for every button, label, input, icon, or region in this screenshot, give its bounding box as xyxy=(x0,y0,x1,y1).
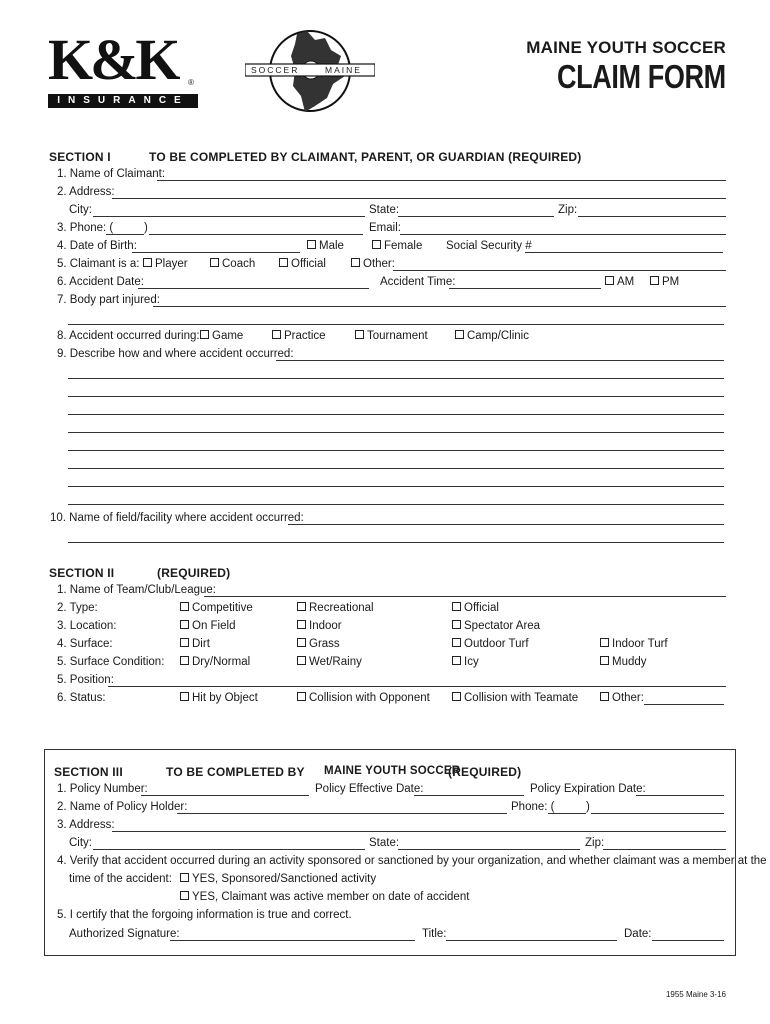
dry-label: Dry/Normal xyxy=(192,656,251,668)
wet-checkbox[interactable] xyxy=(297,656,306,665)
s1-field-label: 10. Name of field/facility where accident occurred: xyxy=(50,512,304,524)
s2-muddy-option[interactable] xyxy=(600,656,647,668)
section3-box xyxy=(44,749,736,956)
s1-player-option[interactable] xyxy=(143,258,188,270)
s1-dob-field[interactable] xyxy=(132,252,300,253)
other-checkbox[interactable] xyxy=(351,258,360,267)
s3-state-label: State: xyxy=(369,837,400,849)
official-type-checkbox[interactable] xyxy=(452,602,461,611)
outdoor-turf-checkbox[interactable] xyxy=(452,638,461,647)
other-label: Other: xyxy=(363,258,395,270)
s3-phone-label: Phone: ( xyxy=(511,801,555,813)
s2-grass-option[interactable] xyxy=(297,638,340,650)
section3-heading-c: (REQUIRED) xyxy=(448,765,522,779)
s2-icy-option[interactable] xyxy=(452,656,479,668)
s1-describe-label: 9. Describe how and where accident occurred: xyxy=(57,348,294,360)
practice-checkbox[interactable] xyxy=(272,330,281,339)
s3-signature-field[interactable] xyxy=(170,940,415,941)
s1-other-option[interactable] xyxy=(351,258,395,270)
s3-holder-field[interactable] xyxy=(177,813,507,814)
s1-describe-line-8[interactable] xyxy=(68,486,724,487)
s1-pm-option[interactable] xyxy=(650,276,679,288)
section3-label: SECTION III xyxy=(54,765,123,779)
camp-label: Camp/Clinic xyxy=(467,330,529,342)
s1-tournament-option[interactable] xyxy=(355,330,428,342)
dirt-label: Dirt xyxy=(192,638,210,650)
s1-coach-option[interactable] xyxy=(210,258,255,270)
s1-zip-field[interactable] xyxy=(578,216,726,217)
s3-state-field[interactable] xyxy=(398,849,580,850)
status-other-checkbox[interactable] xyxy=(600,692,609,701)
hit-label: Hit by Object xyxy=(192,692,258,704)
s3-title-label: Title: xyxy=(422,928,447,940)
s3-city-field[interactable] xyxy=(93,849,365,850)
s2-outdoor-turf-option[interactable] xyxy=(452,638,529,650)
s3-address-field[interactable] xyxy=(112,831,726,832)
official-type-label: Official xyxy=(464,602,499,614)
player-label: Player xyxy=(155,258,188,270)
s2-spectator-option[interactable] xyxy=(452,620,540,632)
s1-describe-line-5[interactable] xyxy=(68,432,724,433)
s1-body-part-field-2[interactable] xyxy=(68,324,724,325)
s2-competitive-option[interactable] xyxy=(180,602,253,614)
s1-female-option[interactable] xyxy=(372,240,422,252)
s3-policy-number-field[interactable] xyxy=(141,795,309,796)
competitive-checkbox[interactable] xyxy=(180,602,189,611)
s1-email-label: Email: xyxy=(369,222,401,234)
section2-heading: (REQUIRED) xyxy=(157,566,231,580)
s2-official-option[interactable] xyxy=(452,602,499,614)
onfield-label: On Field xyxy=(192,620,236,632)
s3-phone-paren: ) xyxy=(586,801,590,813)
s1-body-part-label: 7. Body part injured: xyxy=(57,294,160,306)
s2-other-field[interactable] xyxy=(644,704,724,705)
s1-other-field[interactable] xyxy=(393,270,726,271)
soccer-logo-left-text: SOCCER xyxy=(251,65,300,75)
s1-phone-area-field[interactable] xyxy=(106,234,144,235)
collision-opponent-label: Collision with Opponent xyxy=(309,692,430,704)
s2-collision-opponent-option[interactable] xyxy=(297,692,430,704)
s1-accident-time-field[interactable] xyxy=(449,288,601,289)
collision-teammate-label: Collision with Teamate xyxy=(464,692,579,704)
s3-expiration-label: Policy Expiration Date: xyxy=(530,783,646,795)
s1-state-field[interactable] xyxy=(398,216,554,217)
s1-describe-line-7[interactable] xyxy=(68,468,724,469)
section3-heading-b: MAINE YOUTH SOCCER xyxy=(324,765,461,777)
recreational-checkbox[interactable] xyxy=(297,602,306,611)
kk-logo-text: K&K xyxy=(48,27,178,92)
s2-onfield-option[interactable] xyxy=(180,620,235,632)
s2-team-field[interactable] xyxy=(204,596,726,597)
female-label: Female xyxy=(384,240,423,252)
s1-occurred-label: 8. Accident occurred during: xyxy=(57,330,200,342)
s3-phone-area-field[interactable] xyxy=(548,813,586,814)
outdoor-turf-label: Outdoor Turf xyxy=(464,638,529,650)
s1-ssn-field[interactable] xyxy=(525,252,723,253)
recreational-label: Recreational xyxy=(309,602,374,614)
s3-phone-field[interactable] xyxy=(591,813,724,814)
s1-describe-field[interactable] xyxy=(276,360,724,361)
s1-dob-label: 4. Date of Birth: xyxy=(57,240,137,252)
s3-city-label: City: xyxy=(69,837,92,849)
competitive-label: Competitive xyxy=(192,602,253,614)
section2-label: SECTION II xyxy=(49,566,115,580)
spectator-label: Spectator Area xyxy=(464,620,541,632)
s3-verify-text: 4. Verify that accident occurred during an activity sponsored or sanctioned by your organization, and whether claimant was a member at the xyxy=(57,855,767,867)
status-other-label: Other: xyxy=(612,692,644,704)
s2-dirt-option[interactable] xyxy=(180,638,210,650)
spectator-checkbox[interactable] xyxy=(452,620,461,629)
s1-game-option[interactable] xyxy=(200,330,243,342)
grass-checkbox[interactable] xyxy=(297,638,306,647)
s1-describe-line-2[interactable] xyxy=(68,378,724,379)
yes-member-label: YES, Claimant was active member on date of accident xyxy=(192,891,470,903)
s1-field-field[interactable] xyxy=(288,524,724,525)
s2-location-label: 3. Location: xyxy=(57,620,117,632)
s1-ssn-label: Social Security # xyxy=(446,240,532,252)
soccer-maine-logo xyxy=(245,26,375,116)
s3-certify-text: 5. I certify that the forgoing information is true and correct. xyxy=(57,909,352,921)
s2-condition-label: 5. Surface Condition: xyxy=(57,656,165,668)
onfield-checkbox[interactable] xyxy=(180,620,189,629)
title-line1: MAINE YOUTH SOCCER xyxy=(526,38,726,57)
s2-position-label: 5. Position: xyxy=(57,674,114,686)
s2-position-field[interactable] xyxy=(108,686,726,687)
section3-heading-a: TO BE COMPLETED BY xyxy=(166,765,305,779)
muddy-checkbox[interactable] xyxy=(600,656,609,665)
soccer-logo-right-text: MAINE xyxy=(325,65,362,75)
s3-yes1-option[interactable] xyxy=(180,873,376,885)
s1-phone-paren: ) xyxy=(144,222,148,234)
collision-teammate-checkbox[interactable] xyxy=(452,692,461,701)
game-checkbox[interactable] xyxy=(200,330,209,339)
s1-body-part-field[interactable] xyxy=(153,306,726,307)
s3-zip-field[interactable] xyxy=(603,849,726,850)
s1-describe-line-9[interactable] xyxy=(68,504,724,505)
indoor-turf-checkbox[interactable] xyxy=(600,638,609,647)
s1-accident-date-field[interactable] xyxy=(138,288,369,289)
s2-wet-option[interactable] xyxy=(297,656,362,668)
s1-address-label: 2. Address: xyxy=(57,186,115,198)
camp-checkbox[interactable] xyxy=(455,330,464,339)
s1-camp-option[interactable] xyxy=(455,330,529,342)
s3-effective-field[interactable] xyxy=(414,795,524,796)
collision-opponent-checkbox[interactable] xyxy=(297,692,306,701)
s2-type-label: 2. Type: xyxy=(57,602,98,614)
s1-city-label: City: xyxy=(69,204,92,216)
s3-effective-label: Policy Effective Date: xyxy=(315,783,424,795)
pm-label: PM xyxy=(662,276,680,288)
muddy-label: Muddy xyxy=(612,656,647,668)
s2-indoor-turf-option[interactable] xyxy=(600,638,668,650)
s2-status-label: 6. Status: xyxy=(57,692,106,704)
game-label: Game xyxy=(212,330,244,342)
male-checkbox[interactable] xyxy=(307,240,316,249)
s1-describe-line-6[interactable] xyxy=(68,450,724,451)
s3-date-field[interactable] xyxy=(652,940,724,941)
s1-phone-label: 3. Phone: ( xyxy=(57,222,114,234)
indoor-label: Indoor xyxy=(309,620,342,632)
indoor-turf-label: Indoor Turf xyxy=(612,638,668,650)
s1-describe-line-3[interactable] xyxy=(68,396,724,397)
official-label: Official xyxy=(291,258,326,270)
s3-verify-text-2: time of the accident: xyxy=(69,873,172,885)
s1-practice-option[interactable] xyxy=(272,330,326,342)
s1-state-label: State: xyxy=(369,204,400,216)
kk-logo-reg: ® xyxy=(188,78,194,87)
s2-recreational-option[interactable] xyxy=(297,602,374,614)
s1-address-field[interactable] xyxy=(112,198,726,199)
official-checkbox[interactable] xyxy=(279,258,288,267)
player-checkbox[interactable] xyxy=(143,258,152,267)
s2-indoor-option[interactable] xyxy=(297,620,342,632)
s3-signature-label: Authorized Signature: xyxy=(69,928,180,940)
male-label: Male xyxy=(319,240,344,252)
s2-team-label: 1. Name of Team/Club/League: xyxy=(57,584,216,596)
s2-surface-label: 4. Surface: xyxy=(57,638,113,650)
icy-checkbox[interactable] xyxy=(452,656,461,665)
coach-checkbox[interactable] xyxy=(210,258,219,267)
s1-claimant-label: 5. Claimant is a: xyxy=(57,258,140,270)
s1-male-option[interactable] xyxy=(307,240,344,252)
section1-heading: TO BE COMPLETED BY CLAIMANT, PARENT, OR GUARDIAN (REQUIRED) xyxy=(149,150,582,164)
s3-yes2-option[interactable] xyxy=(180,891,469,903)
icy-label: Icy xyxy=(464,656,479,668)
s3-zip-label: Zip: xyxy=(585,837,605,849)
s2-other-option[interactable] xyxy=(600,692,644,704)
grass-label: Grass xyxy=(309,638,340,650)
yes-member-checkbox[interactable] xyxy=(180,891,189,900)
s1-accident-date-label: 6. Accident Date: xyxy=(57,276,144,288)
s1-city-field[interactable] xyxy=(93,216,365,217)
female-checkbox[interactable] xyxy=(372,240,381,249)
s3-title-field[interactable] xyxy=(446,940,617,941)
kk-insurance-logo xyxy=(48,27,198,108)
s3-address-label: 3. Address: xyxy=(57,819,115,831)
yes-sponsored-checkbox[interactable] xyxy=(180,873,189,882)
s2-dry-option[interactable] xyxy=(180,656,250,668)
dry-checkbox[interactable] xyxy=(180,656,189,665)
am-label: AM xyxy=(617,276,635,288)
section1-label: SECTION I xyxy=(49,150,111,164)
s3-date-label: Date: xyxy=(624,928,652,940)
s1-name-field[interactable] xyxy=(157,180,726,181)
s1-official-option[interactable] xyxy=(279,258,326,270)
s1-accident-time-label: Accident Time: xyxy=(380,276,456,288)
title-line2: CLAIM FORM xyxy=(557,58,726,95)
dirt-checkbox[interactable] xyxy=(180,638,189,647)
kk-logo-sub: INSURANCE xyxy=(48,94,198,108)
yes-sponsored-label: YES, Sponsored/Sanctioned activity xyxy=(192,873,377,885)
s3-holder-label: 2. Name of Policy Holder: xyxy=(57,801,188,813)
s1-email-field[interactable] xyxy=(400,234,726,235)
coach-label: Coach xyxy=(222,258,256,270)
am-checkbox[interactable] xyxy=(605,276,614,285)
tournament-checkbox[interactable] xyxy=(355,330,364,339)
s3-policy-number-label: 1. Policy Number: xyxy=(57,783,148,795)
s1-phone-field[interactable] xyxy=(149,234,363,235)
form-code: 1955 Maine 3-16 xyxy=(665,990,726,999)
tournament-label: Tournament xyxy=(367,330,428,342)
s1-name-label: 1. Name of Claimant: xyxy=(57,168,166,180)
s1-describe-line-4[interactable] xyxy=(68,414,724,415)
s1-am-option[interactable] xyxy=(605,276,634,288)
s1-zip-label: Zip: xyxy=(558,204,578,216)
s2-hit-option[interactable] xyxy=(180,692,258,704)
hit-checkbox[interactable] xyxy=(180,692,189,701)
indoor-checkbox[interactable] xyxy=(297,620,306,629)
s3-expiration-field[interactable] xyxy=(636,795,724,796)
s1-field-line-2[interactable] xyxy=(68,542,724,543)
pm-checkbox[interactable] xyxy=(650,276,659,285)
practice-label: Practice xyxy=(284,330,326,342)
wet-label: Wet/Rainy xyxy=(309,656,362,668)
s2-collision-teammate-option[interactable] xyxy=(452,692,578,704)
